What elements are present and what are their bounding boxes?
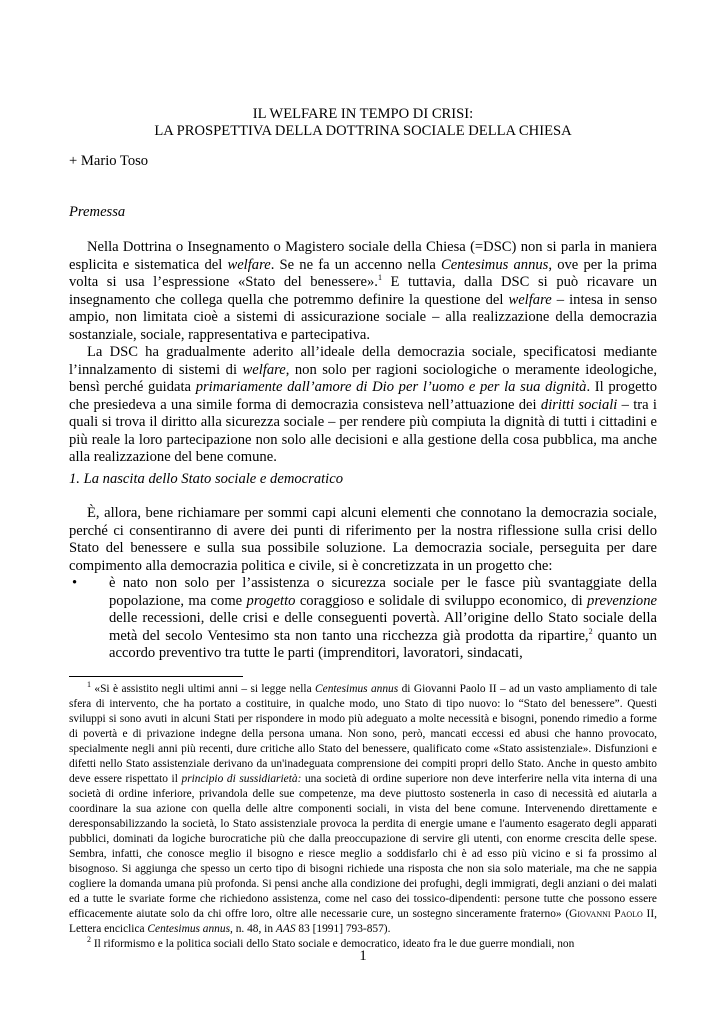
paragraph-1: Nella Dottrina o Insegnamento o Magistero sociale della Chiesa (=DSC) non si parla in maniera esplicita e sistematica del welfare. Se ne fa un accenno nella Centesimus annus, ove per la prima volta si usa l’espressione «Stato del benessere».$^1$ E tuttavia, dalla DSC si può ricavare un insegnamento che collega quella che potremmo definire la questione del welfare – intesa in senso ampio, non limitata cioè a sistemi di assicurazione sociale – alla realizzazione della democrazia sostanziale, sociale, rappresentativa e partecipativa. — [69, 239, 658, 343]
title-line-2: LA PROSPETTIVA DELLA DOTTRINA SOCIALE DELLA CHIESA — [154, 123, 572, 139]
title-line-1: IL WELFARE IN TEMPO DI CRISI: — [252, 106, 474, 122]
document-title — [69, 106, 657, 140]
author: + Mario Toso — [69, 153, 149, 169]
bullet-marker: • — [72, 575, 78, 591]
section-heading-premessa: Premessa — [69, 204, 126, 220]
footnote-ref-2[interactable]: 2 — [588, 626, 593, 636]
list-item: • è nato non solo per l’assistenza o sicurezza sociale per le fasce più svantaggiate della popolazione, ma come progetto coraggioso e solidale di sviluppo economico, di prevenzione delle recessioni, delle crisi e delle conseguenti povertà. All’origine dello Stato sociale della metà del secolo Ventesimo sta non tanto una ricchezza già prodotta da ripartire,$^2$ quanto un accordo preventivo tra tutte le parti (imprenditori, lavoratori, sindacati, — [72, 575, 657, 661]
footnote-2: $^2$ Il riformismo e la politica sociali dello Stato sociale e democratico, ideato fra le due guerre mondiali, non — [87, 935, 575, 950]
document-page — [69, 0, 657, 1024]
footnote-ref-1[interactable]: 1 — [377, 273, 382, 283]
footnote-1: $^1$ «Si è assistito negli ultimi anni – si legge nella Centesimus annus di Giovanni Paolo II – ad un vasto ampliamento di tale sfera di intervento, che ha portato a costituire, in qualche modo, uno Stato di tipo nuovo: lo “Stato del benessere”. Questi sviluppi si sono avuti in alcuni Stati per rispondere in modo più adeguato a molte necessità e bisogni, ponendo rimedio a forme di povertà e di privazione indegne della persona umana. Non sono, però, mancati eccessi ed abusi che hanno provocato, specialmente negli anni più recenti, dure critiche allo Stato del benessere, qualificato come «Stato assistenziale». Disfunzioni e difetti nello Stato assistenziale derivano da un'inadeguata comprensione dei compiti propri dello Stato. Anche in questo ambito deve essere rispettato il principio di sussidiarietà: una società di ordine superiore non deve interferire nella vita interna di una società di ordine inferiore, privandola delle sue competenze, ma deve piuttosto sostenerla in caso di necessità ed aiutarla a coordinare la sua azione con quella delle altre componenti sociali, in vista del bene comune. Intervenendo direttamente e deresponsabilizzando la società, lo Stato assistenziale provoca la perdita di energie umane e l'aumento esagerato degli apparati pubblici, dominati da logiche burocratiche più che dalla preoccupazione di servire gli utenti, con enorme crescita delle spese. Sembra, infatti, che conosce meglio il bisogno e riesce meglio a soddisfarlo chi è ad esso più vicino e si fa prossimo al bisognoso. Si aggiunga che spesso un certo tipo di bisogni richiede una risposta che non sia solo materiale, ma che ne sappia cogliere la domanda umana più profonda. Si pensi anche alla condizione dei profughi, degli immigrati, degli anziani o dei malati ed a tutte le svariate forme che richiedono assistenza, come nel caso dei tossico-dipendenti: persone tutte che possono essere efficacemente aiutate solo da chi offre loro, oltre alle necessarie cure, un sostegno sinceramente fraterno» (Giovanni Paolo II, Lettera enciclica Centesimus annus, n. 48, in AAS 83 [1991] 793-857). — [69, 680, 658, 935]
footnote-number-1: 1 — [87, 680, 91, 690]
paragraph-2: La DSC ha gradualmente aderito all’ideale della democrazia sociale, specificatosi mediante l’innalzamento di sistemi di welfare, non solo per ragioni sociologiche o meramente ideologiche, bensì perché guidata primariamente dall’amore di Dio per l’uomo e per la sua dignità. Il progetto che presiedeva a una simile forma di democrazia consisteva nell’attuazione dei diritti sociali – tra i quali si trova il diritto alla sicurezza sociale – per rendere più compiuta la dignità di tutti i cittadini e più reale la loro partecipazione non solo alle decisioni e alla gestione della cosa pubblica, ma anche alla realizzazione del bene comune. — [69, 344, 658, 465]
intro-paragraphs — [69, 239, 657, 467]
page-number: 1 — [359, 948, 367, 964]
paragraph-3: È, allora, bene richiamare per sommi capi alcuni elementi che connotano la democrazia sociale, perché ci consentiranno di avere dei punti di riferimento per la nostra riflessione sulla crisi dello Stato del benessere e sulla sua possibile soluzione. La democrazia sociale, perseguita per dare compimento alla democrazia politica e civile, si è concretizzata in un progetto che: — [69, 505, 657, 574]
section-1-body — [69, 505, 657, 663]
footnote-number-2: 2 — [87, 935, 91, 945]
bullet-list — [69, 575, 657, 663]
footnotes — [69, 682, 657, 952]
section-heading-1: 1. La nascita dello Stato sociale e democratico — [69, 471, 343, 487]
footnote-separator — [69, 676, 243, 677]
